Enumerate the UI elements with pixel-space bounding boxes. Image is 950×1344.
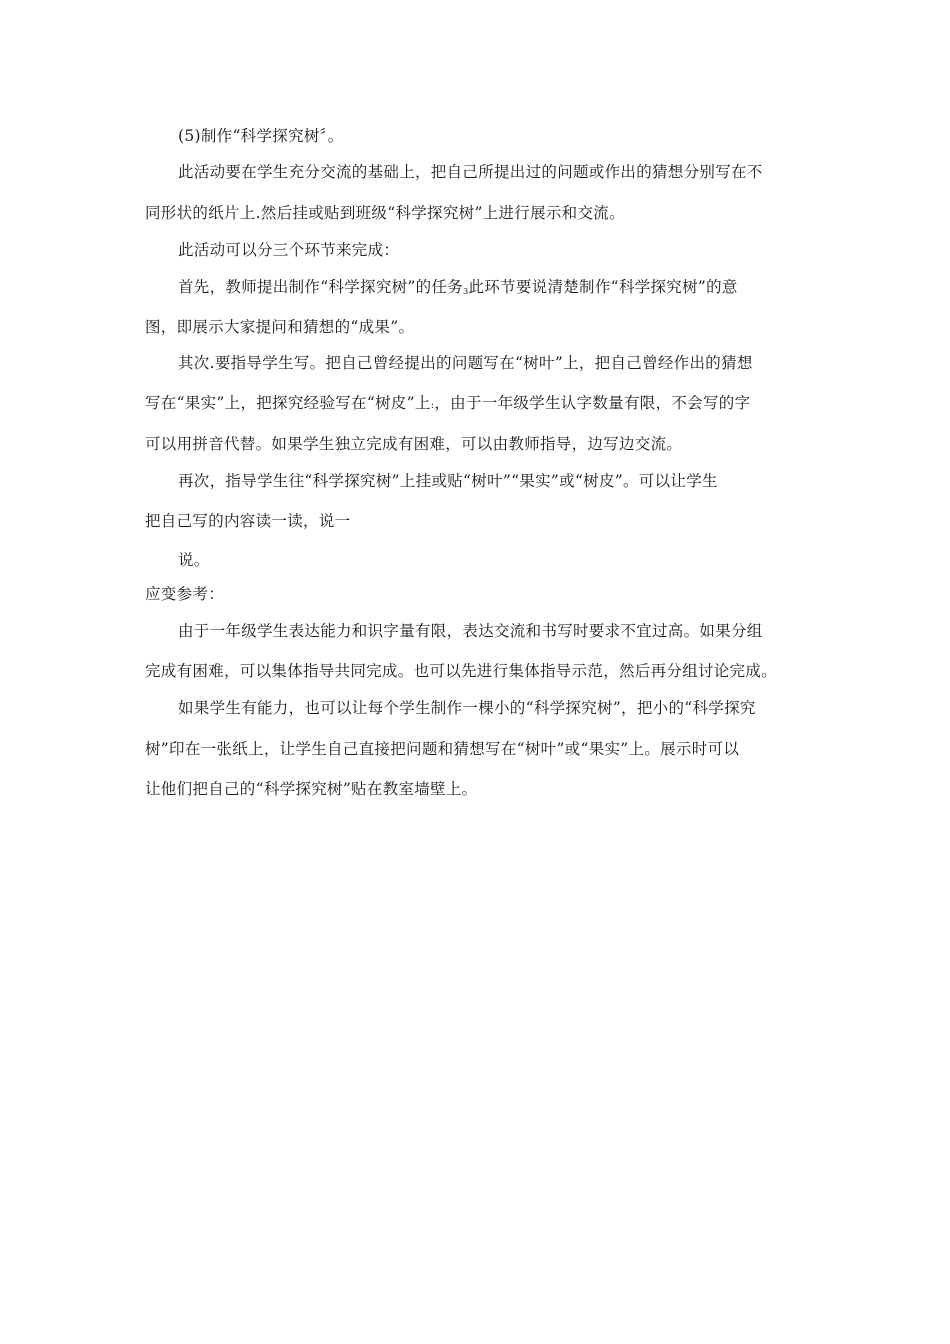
paragraph-line: 完成有困难，可以集体指导共同完成。也可以先进行集体指导示范，然后再分组讨论完成。 (145, 662, 778, 680)
paragraph-line: 同形状的纸片上.然后挂或贴到班级“科学探究树”上进行展示和交流。 (145, 204, 625, 222)
subscript-mark: 3 (463, 287, 469, 296)
adaptation-heading: 应变参考： (145, 585, 225, 603)
paragraph-line: 此活动要在学生充分交流的基础上，把自己所提出过的问题或作出的猜想分别写在不 (178, 163, 763, 181)
text-run: ，由于一年级学生认字数量有限，不会写的字 (434, 394, 751, 412)
paragraph-line: 把自己写的内容读一读，说一 (145, 512, 351, 530)
text-run: 写在“果实”上，把探究经验写在“树皮”上 (145, 394, 431, 412)
paragraph-line: 让他们把自己的“科学探究树”贴在教室墙壁上。 (145, 780, 478, 798)
paragraph-line (178, 277, 738, 302)
text-run: 此环节要说清楚制作“科学探究树”的意 (468, 278, 738, 296)
section-heading: (5)制作“科学探究树〞。 (178, 127, 344, 145)
paragraph-line: 树”印在一张纸上，让学生自己直接把问题和猜想写在“树叶”或“果实”上。展示时可以 (145, 740, 740, 758)
text-run: 首先，教师提出制作“科学探究树”的任务 (178, 278, 464, 296)
paragraph-line: 图，即展示大家提问和猜想的“成果”。 (145, 318, 415, 336)
paragraph-line (145, 393, 750, 416)
paragraph-line: 如果学生有能力，也可以让每个学生制作一棵小的“科学探究树”，把小的“科学探究 (178, 699, 756, 717)
paragraph-line: 由于一年级学生表达能力和识字量有限，表达交流和书写时要求不宜过高。如果分组 (178, 622, 763, 640)
punctuation-mark: : (430, 400, 435, 411)
paragraph-line: 其次.要指导学生写。把自己曾经提出的问题写在“树叶”上，把自己曾经作出的猜想 (178, 354, 753, 372)
paragraph-line: 再次，指导学生往“科学探究树”上挂或贴“树叶”“果实”或“树皮”。可以让学生 (178, 472, 718, 490)
paragraph-line: 可以用拼音代替。如果学生独立完成有困难，可以由教师指导，边写边交流。 (145, 435, 683, 453)
paragraph-line: 此活动可以分三个环节来完成： (178, 241, 400, 259)
paragraph-line: 说。 (178, 551, 210, 569)
